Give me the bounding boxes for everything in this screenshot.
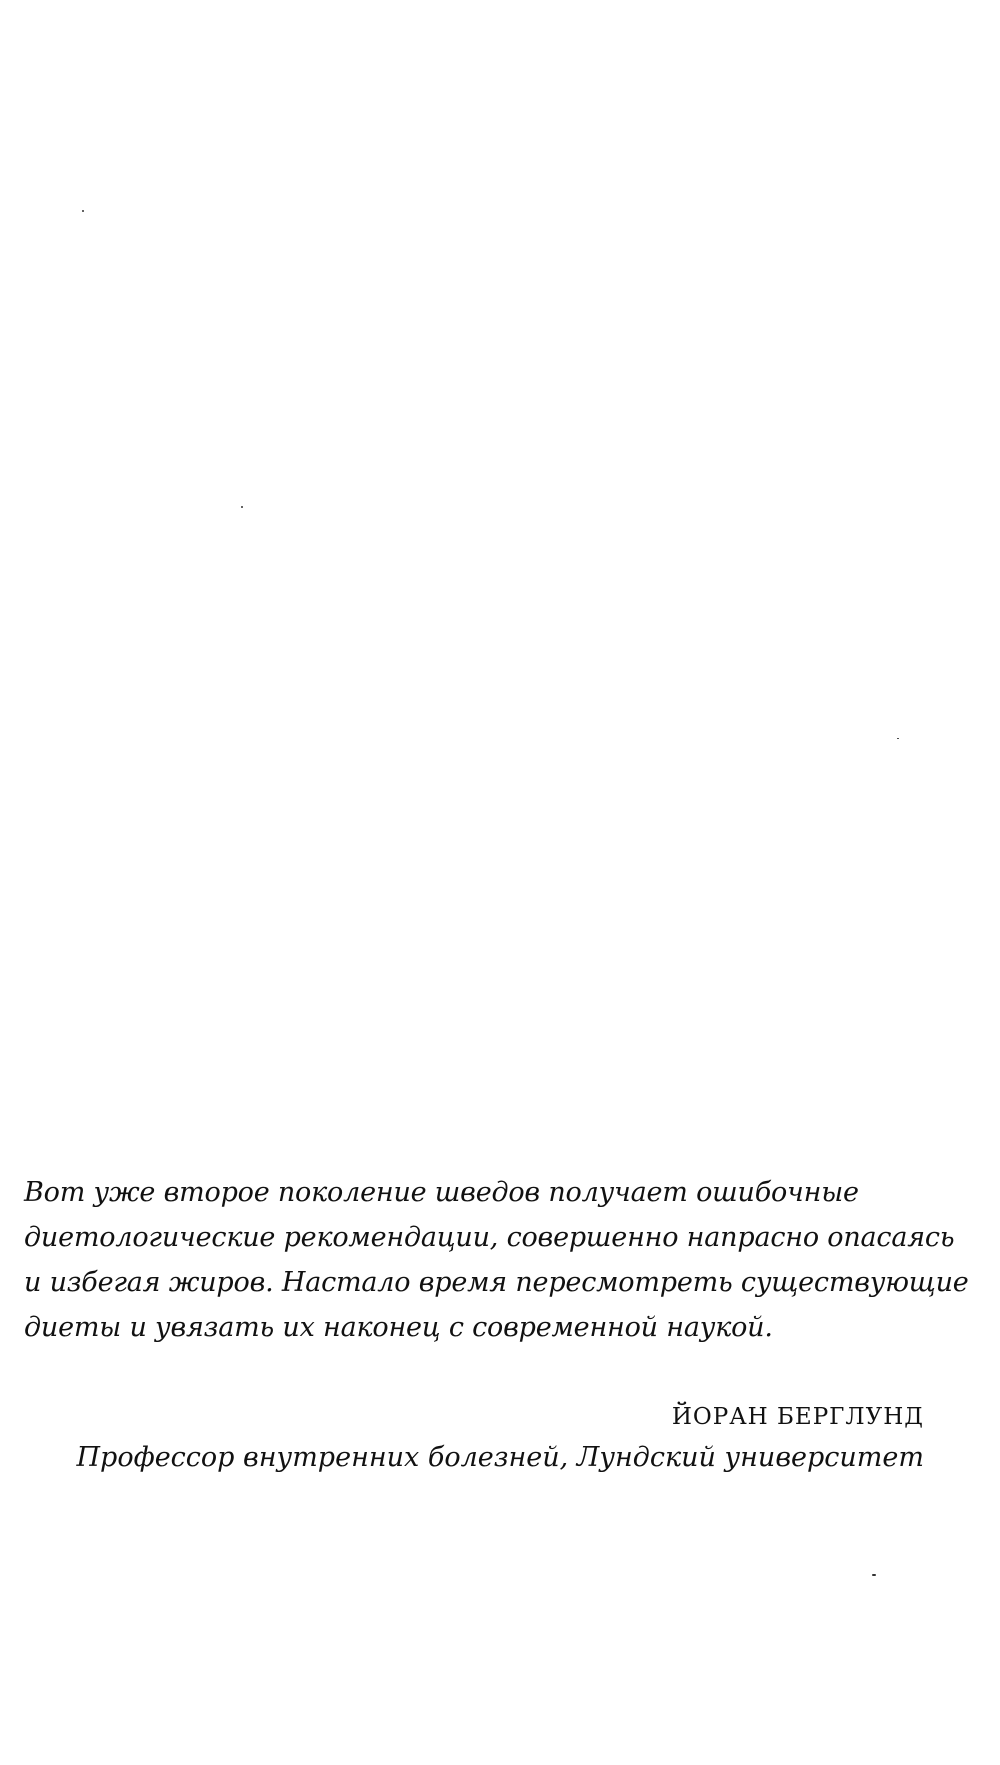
scan-speck bbox=[872, 1574, 876, 1576]
scan-speck bbox=[241, 506, 243, 508]
scan-speck bbox=[897, 738, 899, 739]
epigraph-attribution bbox=[76, 1400, 924, 1482]
epigraph-line: и избегая жиров. Настало время пересмотреть существующие bbox=[24, 1267, 969, 1298]
epigraph-line: диеты и увязать их наконец с современной наукой. bbox=[24, 1312, 773, 1343]
epigraph-line: Вот уже второе поколение шведов получает ошибочные bbox=[24, 1177, 859, 1208]
epigraph-line: диетологические рекомендации, совершенно напрасно опасаясь bbox=[24, 1222, 955, 1253]
author-name: ЙОРАН БЕРГЛУНД bbox=[671, 1404, 924, 1430]
scan-speck bbox=[82, 210, 84, 212]
author-title: Профессор внутренних болезней, Лундский университет bbox=[76, 1442, 924, 1473]
epigraph-quote bbox=[24, 1170, 969, 1350]
